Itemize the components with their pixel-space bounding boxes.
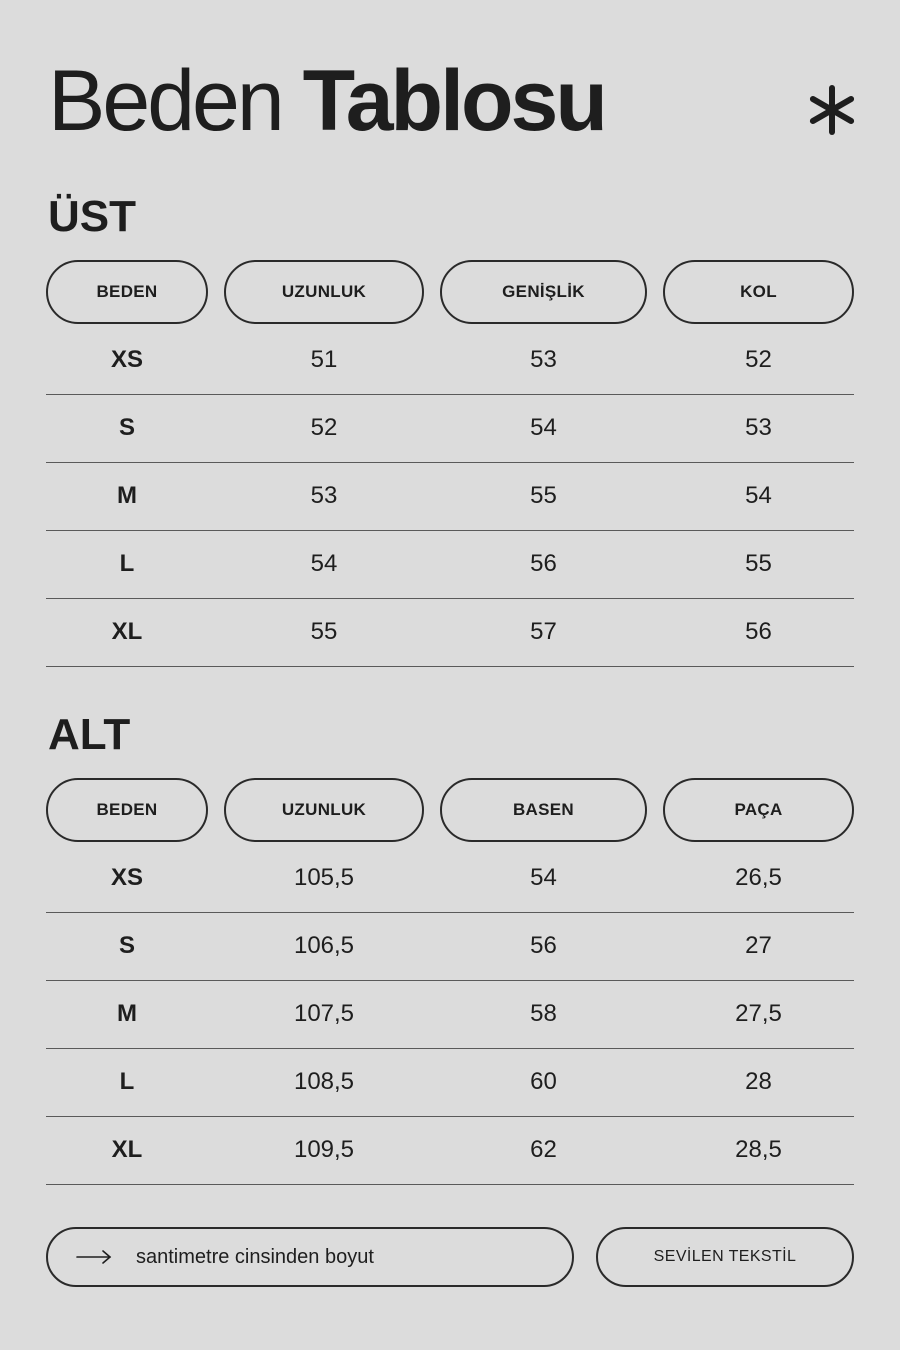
table-row xyxy=(46,599,854,667)
size-cell: L xyxy=(119,550,135,577)
asterisk-icon xyxy=(806,84,858,136)
size-cell: M xyxy=(117,482,137,509)
value-cell: 108,5 xyxy=(293,1068,355,1095)
unit-note-pill xyxy=(46,1227,574,1287)
size-cell: XL xyxy=(111,618,143,645)
value-cell: 55 xyxy=(310,618,338,645)
value-cell: 60 xyxy=(530,1068,557,1095)
value-cell: 62 xyxy=(530,1136,557,1163)
header-pill: UZUNLUK xyxy=(224,778,424,842)
table-row xyxy=(46,395,854,463)
size-cell: S xyxy=(118,414,135,441)
size-cell: M xyxy=(117,1000,137,1027)
value-cell: 54 xyxy=(745,482,772,509)
value-cell: 53 xyxy=(310,482,338,509)
table-row xyxy=(46,981,854,1049)
brand-text: SEVİLEN TEKSTİL xyxy=(653,1248,797,1265)
size-cell: XS xyxy=(110,864,143,891)
value-cell: 52 xyxy=(745,346,772,373)
value-cell: 53 xyxy=(530,346,557,373)
value-cell: 28 xyxy=(745,1068,772,1095)
unit-note-text: santimetre cinsinden boyut xyxy=(136,1245,374,1268)
header-pill: BEDEN xyxy=(46,778,208,842)
table-row xyxy=(46,1049,854,1117)
table-row xyxy=(46,327,854,395)
value-cell: 56 xyxy=(530,550,557,577)
header-pill: KOL xyxy=(663,260,854,324)
value-cell: 55 xyxy=(745,550,772,577)
title-light: Beden xyxy=(48,53,303,149)
value-cell: 105,5 xyxy=(293,864,355,891)
section-title-top: ÜST xyxy=(48,192,136,241)
value-cell: 58 xyxy=(530,1000,557,1027)
value-cell: 106,5 xyxy=(293,932,355,959)
value-cell: 54 xyxy=(310,550,338,577)
header-pill: BEDEN xyxy=(46,260,208,324)
size-cell: XS xyxy=(110,346,143,373)
table-row xyxy=(46,531,854,599)
table-row xyxy=(46,463,854,531)
value-cell: 27 xyxy=(745,932,772,959)
value-cell: 28,5 xyxy=(735,1136,782,1163)
header-pill: PAÇA xyxy=(663,778,854,842)
value-cell: 51 xyxy=(310,346,338,373)
value-cell: 26,5 xyxy=(735,864,782,891)
value-cell: 27,5 xyxy=(735,1000,782,1027)
arrow-right-icon xyxy=(76,1250,112,1264)
value-cell: 55 xyxy=(530,482,557,509)
title-bold: Tablosu xyxy=(302,53,605,149)
value-cell: 52 xyxy=(310,414,338,441)
table-row xyxy=(46,1117,854,1185)
size-cell: XL xyxy=(111,1136,143,1163)
value-cell: 107,5 xyxy=(293,1000,355,1027)
size-cell: L xyxy=(119,1068,135,1095)
header-pill: BASEN xyxy=(440,778,647,842)
value-cell: 54 xyxy=(530,864,557,891)
page-title xyxy=(48,53,605,149)
section-title-bottom: ALT xyxy=(48,710,131,759)
value-cell: 54 xyxy=(530,414,557,441)
table-row xyxy=(46,845,854,913)
header-pill: GENİŞLİK xyxy=(440,260,647,324)
value-cell: 109,5 xyxy=(293,1136,355,1163)
table-row xyxy=(46,913,854,981)
value-cell: 56 xyxy=(745,618,772,645)
value-cell: 53 xyxy=(745,414,772,441)
value-cell: 57 xyxy=(530,618,557,645)
value-cell: 56 xyxy=(530,932,557,959)
size-cell: S xyxy=(118,932,135,959)
brand-pill xyxy=(596,1227,854,1287)
header-pill: UZUNLUK xyxy=(224,260,424,324)
